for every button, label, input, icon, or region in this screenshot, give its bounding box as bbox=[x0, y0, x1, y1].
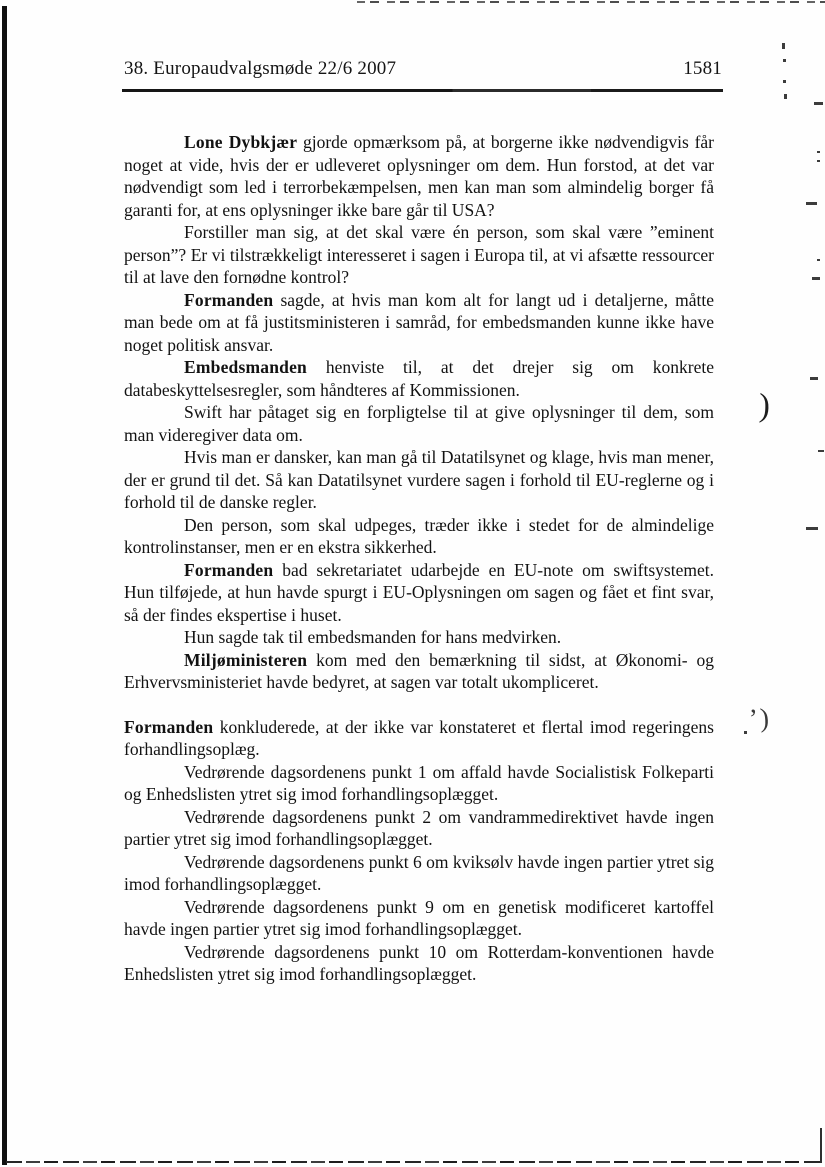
document-body bbox=[124, 131, 714, 986]
paragraph-text: Swift har påtaget sig en forpligtelse til at give oplysninger til dem, som man videregiver data om. bbox=[124, 402, 714, 445]
paragraph-text: konkluderede, at der ikke var konstateret et flertal imod regeringens forhandlingsoplæg. bbox=[124, 716, 714, 759]
speaker-name: Miljøministeren bbox=[184, 649, 308, 670]
scan-speck bbox=[783, 59, 786, 62]
paragraph bbox=[124, 941, 714, 986]
scan-speck bbox=[806, 202, 817, 205]
paragraph bbox=[124, 356, 714, 401]
speaker-name: Formanden bbox=[184, 559, 274, 580]
scan-speck bbox=[817, 160, 820, 162]
paragraph-text: Vedrørende dagsordenens punkt 10 om Rotterdam-konventionen havde Enhedslisten ytret sig imod forhandlingsoplægget. bbox=[124, 941, 714, 984]
paragraph-text: Forstiller man sig, at det skal være én person, som skal være ”eminent person”? Er vi tilstrækkeligt interesseret i sagen i Europa til, at vi afsætte ressourcer til at lave den fornødne kontrol? bbox=[124, 222, 714, 287]
paragraph bbox=[124, 559, 714, 627]
paragraph-text: Vedrørende dagsordenens punkt 6 om kviksølv havde ingen partier ytret sig imod forhandlingsoplægget. bbox=[124, 851, 714, 894]
paragraph bbox=[124, 514, 714, 559]
scan-speck bbox=[784, 94, 787, 99]
paragraph-text: Vedrørende dagsordenens punkt 1 om affald havde Socialistisk Folkeparti og Enhedslisten ytret sig imod forhandlingsoplægget. bbox=[124, 761, 714, 804]
paragraph bbox=[124, 446, 714, 514]
paragraph-text: Vedrørende dagsordenens punkt 9 om en genetisk modificeret kartoffel havde ingen partier ytret sig imod forhandlingsoplægget. bbox=[124, 896, 714, 939]
scan-edge-dots bbox=[6, 1161, 820, 1163]
paragraph-text: sagde, at hvis man kom alt for langt ud i detaljerne, måtte man bede om at få justitsministeren i samråd, for embedsmanden kunne ikke have noget politisk ansvar. bbox=[124, 289, 714, 355]
speaker-name: Formanden bbox=[124, 716, 214, 737]
scan-speck bbox=[817, 259, 820, 261]
paragraph bbox=[124, 401, 714, 446]
page-header bbox=[124, 58, 722, 80]
paragraph-text: Den person, som skal udpeges, træder ikke i stedet for de almindelige kontrolinstanser, men er en ekstra sikkerhed. bbox=[124, 514, 714, 557]
paragraph bbox=[124, 289, 714, 357]
paragraph bbox=[124, 649, 714, 694]
header-title: 38. Europaudvalgsmøde 22/6 2007 bbox=[124, 58, 397, 79]
paragraph bbox=[124, 221, 714, 289]
paragraph bbox=[124, 626, 714, 649]
speaker-name: Embedsmanden bbox=[184, 357, 307, 377]
scan-speck bbox=[814, 102, 823, 105]
header-rule bbox=[122, 89, 723, 92]
paragraph bbox=[124, 896, 714, 941]
paragraph-text: Hvis man er dansker, kan man gå til Datatilsynet og klage, hvis man mener, der er grund til det. Så kan Datatilsynet vurdere sagen i forhold til EU-reglerne og i forhold til de danske regler. bbox=[124, 447, 714, 512]
scan-speck bbox=[806, 527, 818, 530]
paragraph-conclusion bbox=[124, 716, 714, 761]
paragraph-text: bad sekretariatet udarbejde en EU-note om swiftsystemet. Hun tilføjede, at hun havde spurgt i EU-Oplysningen om sagen og fået et fint svar, så der findes ekspertise i huset. bbox=[124, 559, 714, 625]
scan-speck bbox=[744, 731, 747, 734]
scan-speck bbox=[818, 450, 824, 452]
page-number: 1581 bbox=[683, 58, 722, 79]
scan-edge-bar bbox=[2, 6, 7, 1165]
scan-speck bbox=[812, 277, 820, 280]
speaker-name: Lone Dybkjær bbox=[184, 132, 298, 152]
scan-speck bbox=[817, 151, 820, 153]
paragraph bbox=[124, 131, 714, 221]
handwritten-paren-mark: ʼ) bbox=[748, 702, 772, 734]
paragraph-text: Hun sagde tak til embedsmanden for hans medvirken. bbox=[184, 627, 562, 647]
speaker-name: Formanden bbox=[184, 289, 274, 310]
scan-speck bbox=[810, 377, 818, 380]
scan-speck bbox=[783, 80, 786, 83]
scan-speck bbox=[782, 43, 785, 49]
scan-edge-dots bbox=[357, 1, 825, 3]
paragraph-text: henviste til, at det drejer sig om konkrete databeskyttelsesregler, som håndteres af Kommissionen. bbox=[124, 357, 714, 400]
paragraph-text: Vedrørende dagsordenens punkt 2 om vandrammedirektivet havde ingen partier ytret sig imod forhandlingsoplægget. bbox=[124, 806, 714, 849]
paragraph-text: kom med den bemærkning til sidst, at Økonomi- og Erhvervsministeriet havde bedyret, at sagen var totalt ukompliceret. bbox=[124, 649, 714, 692]
paragraph bbox=[124, 806, 714, 851]
handwritten-paren-mark: ) bbox=[758, 387, 771, 425]
paragraph bbox=[124, 851, 714, 896]
paragraph-text: gjorde opmærksom på, at borgerne ikke nødvendigvis får noget at vide, hvis der er udleveret oplysninger om dem. Hun forstod, at det var nødvendigt som led i terrorbekæmpelsen, men kan man som almindelig borger få garanti for, at ens oplysninger ikke bare går til USA? bbox=[124, 132, 714, 220]
scan-edge-tick bbox=[820, 1128, 822, 1163]
paragraph bbox=[124, 761, 714, 806]
